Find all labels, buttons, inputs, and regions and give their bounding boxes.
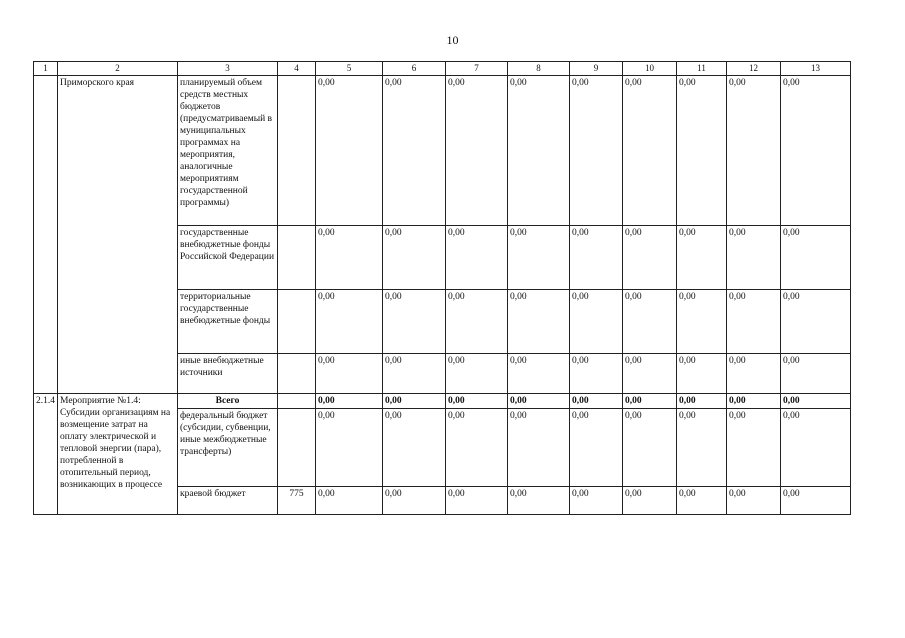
value-cell: 0,00 [781, 76, 851, 226]
value-cell: 0,00 [677, 354, 727, 394]
value-cell: 0,00 [570, 409, 623, 487]
header-cell: 11 [677, 62, 727, 76]
value-cell: 0,00 [446, 354, 508, 394]
value-cell: 0,00 [446, 394, 508, 409]
budget-table [33, 61, 851, 515]
value-cell: 0,00 [727, 226, 781, 290]
code-cell [278, 354, 316, 394]
event-name-cell: Мероприятие №1.4: Субсидии организациям на возмещение затрат на оплату электрической и тепловой энергии (пара), потребленной в отопительный период, возникающих в процессе [58, 394, 178, 515]
value-cell: 0,00 [623, 394, 677, 409]
value-cell: 0,00 [623, 409, 677, 487]
value-cell: 0,00 [383, 394, 446, 409]
table-row [34, 76, 851, 226]
value-cell: 0,00 [508, 409, 570, 487]
funding-source-cell: государственные внебюджетные фонды Российской Федерации [178, 226, 278, 290]
value-cell: 0,00 [316, 226, 383, 290]
value-cell: 0,00 [570, 487, 623, 515]
value-cell: 0,00 [623, 354, 677, 394]
value-cell: 0,00 [623, 226, 677, 290]
funding-source-cell: краевой бюджет [178, 487, 278, 515]
value-cell: 0,00 [383, 354, 446, 394]
code-cell [278, 394, 316, 409]
value-cell: 0,00 [316, 354, 383, 394]
header-cell: 9 [570, 62, 623, 76]
row-number-cell [34, 76, 58, 394]
value-cell: 0,00 [677, 409, 727, 487]
value-cell: 0,00 [508, 76, 570, 226]
value-cell: 0,00 [781, 226, 851, 290]
value-cell: 0,00 [508, 487, 570, 515]
value-cell: 0,00 [781, 487, 851, 515]
header-cell: 12 [727, 62, 781, 76]
header-cell: 6 [383, 62, 446, 76]
value-cell: 0,00 [508, 394, 570, 409]
value-cell: 0,00 [677, 394, 727, 409]
value-cell: 0,00 [781, 354, 851, 394]
header-cell: 10 [623, 62, 677, 76]
value-cell: 0,00 [570, 226, 623, 290]
code-cell [278, 76, 316, 226]
event-name-cell: Приморского края [58, 76, 178, 394]
value-cell: 0,00 [508, 290, 570, 354]
value-cell: 0,00 [383, 487, 446, 515]
header-cell: 2 [58, 62, 178, 76]
value-cell: 0,00 [677, 226, 727, 290]
value-cell: 0,00 [727, 487, 781, 515]
value-cell: 0,00 [727, 409, 781, 487]
value-cell: 0,00 [677, 76, 727, 226]
value-cell: 0,00 [316, 487, 383, 515]
header-cell: 5 [316, 62, 383, 76]
value-cell: 0,00 [623, 487, 677, 515]
header-cell: 7 [446, 62, 508, 76]
value-cell: 0,00 [570, 290, 623, 354]
value-cell: 0,00 [446, 226, 508, 290]
header-cell: 4 [278, 62, 316, 76]
funding-source-cell: территориальные государственные внебюджетные фонды [178, 290, 278, 354]
value-cell: 0,00 [316, 76, 383, 226]
value-cell: 0,00 [316, 394, 383, 409]
code-cell [278, 226, 316, 290]
value-cell: 0,00 [446, 290, 508, 354]
value-cell: 0,00 [727, 76, 781, 226]
value-cell: 0,00 [446, 487, 508, 515]
value-cell: 0,00 [508, 226, 570, 290]
value-cell: 0,00 [727, 290, 781, 354]
value-cell: 0,00 [383, 290, 446, 354]
header-cell: 8 [508, 62, 570, 76]
header-cell: 13 [781, 62, 851, 76]
row-number-cell: 2.1.4 [34, 394, 58, 515]
value-cell: 0,00 [677, 290, 727, 354]
code-cell [278, 290, 316, 354]
value-cell: 0,00 [316, 290, 383, 354]
value-cell: 0,00 [446, 409, 508, 487]
value-cell: 0,00 [781, 409, 851, 487]
table-row [34, 394, 851, 409]
funding-source-cell: иные внебюджетные источники [178, 354, 278, 394]
code-cell: 775 [278, 487, 316, 515]
value-cell: 0,00 [623, 76, 677, 226]
code-cell [278, 409, 316, 487]
header-cell: 1 [34, 62, 58, 76]
value-cell: 0,00 [570, 394, 623, 409]
header-cell: 3 [178, 62, 278, 76]
value-cell: 0,00 [623, 290, 677, 354]
value-cell: 0,00 [508, 354, 570, 394]
funding-source-cell: федеральный бюджет (субсидии, субвенции, иные межбюджетные трансферты) [178, 409, 278, 487]
value-cell: 0,00 [727, 354, 781, 394]
value-cell: 0,00 [677, 487, 727, 515]
header-row [34, 62, 851, 76]
value-cell: 0,00 [727, 394, 781, 409]
value-cell: 0,00 [383, 76, 446, 226]
value-cell: 0,00 [383, 226, 446, 290]
funding-source-cell: Всего [178, 394, 278, 409]
value-cell: 0,00 [781, 290, 851, 354]
value-cell: 0,00 [781, 394, 851, 409]
funding-source-cell: планируемый объем средств местных бюджетов (предусматриваемый в муниципальных программах на мероприятия, аналогичные мероприятиям государственной программы) [178, 76, 278, 226]
value-cell: 0,00 [446, 76, 508, 226]
value-cell: 0,00 [570, 354, 623, 394]
value-cell: 0,00 [316, 409, 383, 487]
value-cell: 0,00 [570, 76, 623, 226]
page-number: 10 [446, 33, 459, 47]
value-cell: 0,00 [383, 409, 446, 487]
